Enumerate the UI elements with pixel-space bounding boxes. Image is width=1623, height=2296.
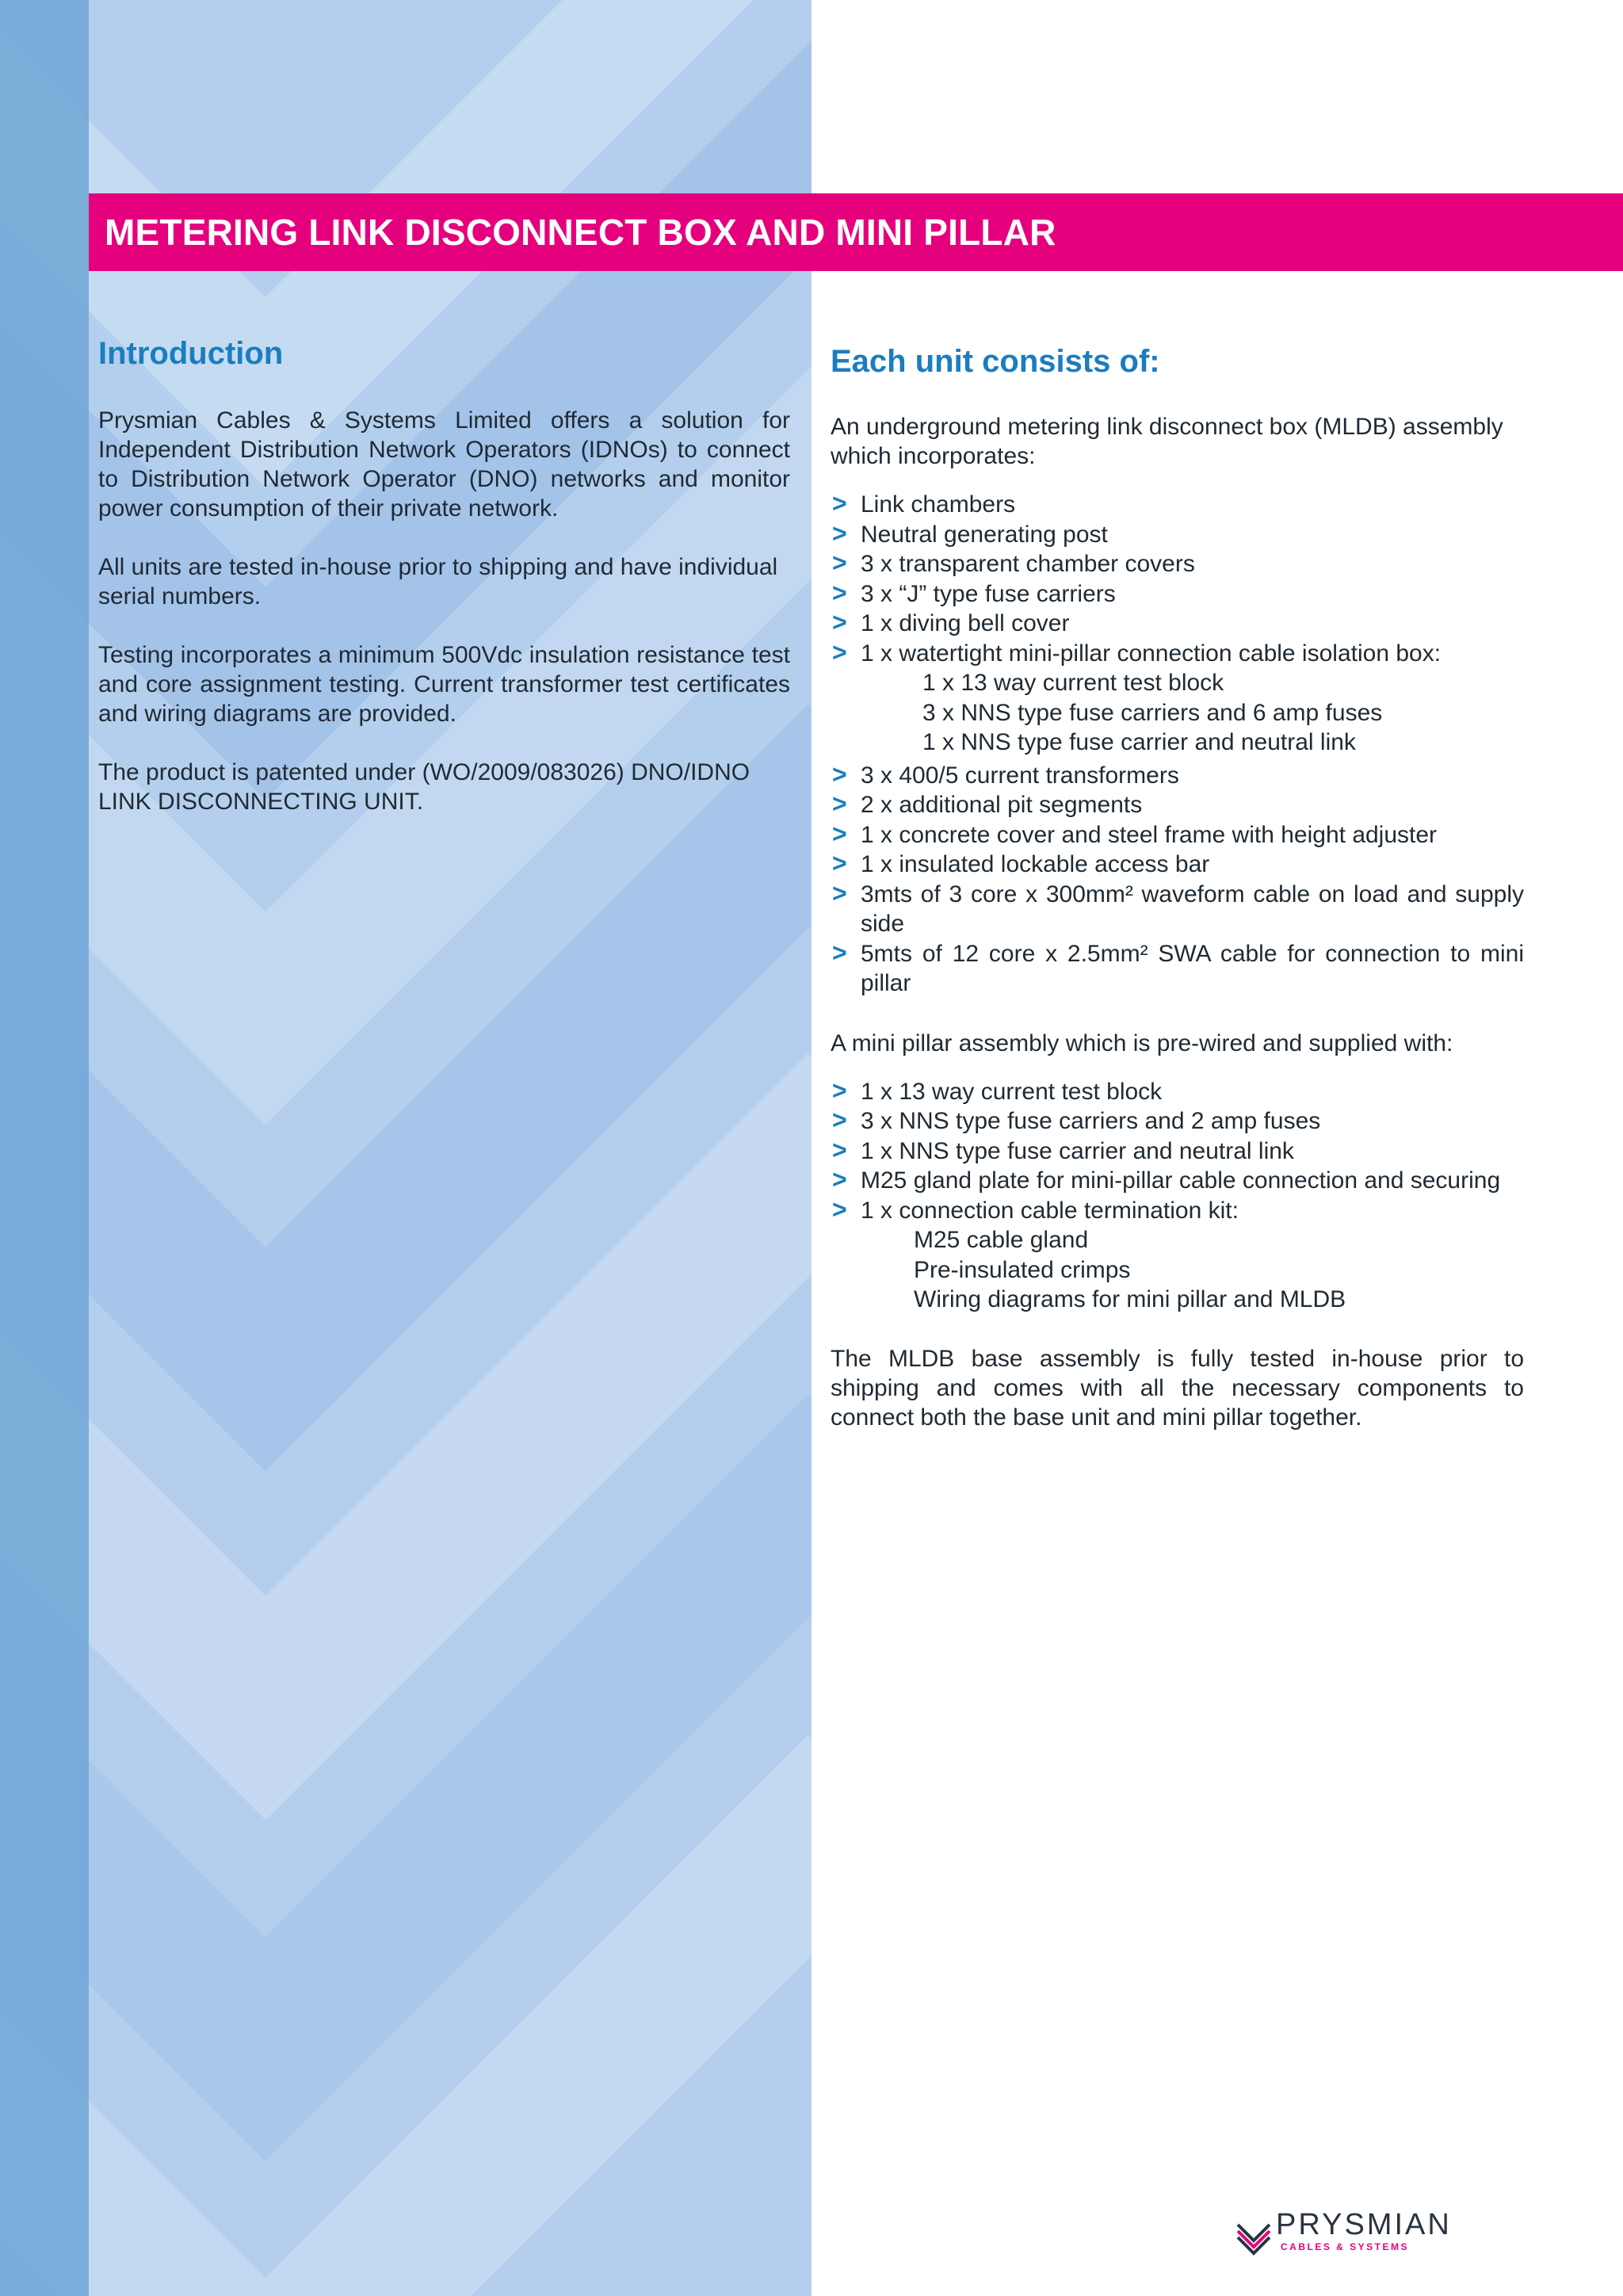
list-item: > Neutral generating post — [832, 518, 1108, 548]
sub-list-item: Pre-insulated crimps — [914, 1256, 1131, 1283]
sub-list-item: 1 x 13 way current test block — [922, 670, 1224, 696]
list-item: > 5mts of 12 core x 2.5mm² SWA cable for connection to mini pillar — [832, 938, 1524, 996]
pillar-intro: A mini pillar assembly which is pre-wired and supplied with: — [831, 1030, 1453, 1056]
chevron-right-icon: > — [832, 759, 847, 789]
list-item: > 2 x additional pit segments — [832, 789, 1143, 818]
intro-paragraph: The product is patented under (WO/2009/083026) DNO/IDNO LINK DISCONNECTING UNIT. — [98, 759, 750, 815]
chevron-right-icon: > — [832, 1194, 847, 1224]
chevron-right-icon: > — [832, 1135, 847, 1164]
logo-wordmark: PRYSMIAN — [1276, 2208, 1452, 2241]
introduction-heading: Introduction — [98, 336, 284, 371]
list-item: > M25 gland plate for mini-pillar cable connection and securing — [832, 1165, 1501, 1194]
logo-tagline: CABLES & SYSTEMS — [1281, 2241, 1410, 2252]
unit-contents-section — [831, 333, 1524, 1461]
chevron-right-icon: > — [832, 608, 847, 636]
list-item: > 1 x insulated lockable access bar — [832, 849, 1210, 877]
mldb-list-continued — [831, 761, 1524, 999]
list-item: > 1 x concrete cover and steel frame with height adjuster — [832, 819, 1438, 848]
sub-list-item: 1 x NNS type fuse carrier and neutral link — [922, 729, 1356, 755]
mldb-list — [831, 490, 1524, 668]
intro-paragraph: Prysmian Cables & Systems Limited offers a solution for Independent Distribution Network Operators (IDNOs) to connect to Distribution Network Operator (DNO) networks and monitor power consumption of their private network. — [98, 407, 790, 521]
chevron-right-icon: > — [832, 1165, 847, 1194]
intro-paragraph: Testing incorporates a minimum 500Vdc insulation resistance test and core assignment testing. Current transformer test certificates and wiring diagrams are provided. — [98, 642, 790, 727]
list-item: > 3 x “J” type fuse carriers — [832, 578, 1116, 607]
list-item: > 3 x NNS type fuse carriers and 2 amp fuses — [832, 1106, 1321, 1134]
unit-heading: Each unit consists of: — [831, 344, 1160, 379]
chevron-right-icon: > — [832, 938, 847, 967]
prysmian-logo — [1236, 2206, 1522, 2261]
chevron-right-icon: > — [832, 637, 847, 667]
intro-paragraph: All units are tested in-house prior to shipping and have individual serial numbers. — [98, 554, 778, 609]
chevron-right-icon: > — [832, 1075, 847, 1105]
list-item: > 3 x transparent chamber covers — [832, 548, 1195, 577]
list-item: > 1 x watertight mini-pillar connection cable isolation box: — [832, 637, 1442, 667]
chevron-right-icon: > — [832, 849, 847, 877]
list-item: > 1 x diving bell cover — [832, 608, 1070, 636]
pillar-list — [831, 1077, 1524, 1226]
chevron-right-icon: > — [832, 819, 847, 848]
chevron-right-icon: > — [832, 578, 847, 607]
chevron-right-icon: > — [832, 518, 847, 548]
page-title: METERING LINK DISCONNECT BOX AND MINI PILLAR — [105, 212, 1056, 253]
sub-list-item: M25 cable gland — [914, 1227, 1089, 1253]
chevron-right-icon: > — [832, 548, 847, 577]
chevron-right-icon: > — [832, 489, 847, 518]
list-item: > 1 x connection cable termination kit: — [832, 1194, 1239, 1224]
closing-paragraph: The MLDB base assembly is fully tested in-house prior to shipping and comes with all the necessary components to connect both the base unit and mini pillar together. — [831, 1345, 1524, 1431]
introduction-section — [98, 333, 790, 846]
sub-list-item: Wiring diagrams for mini pillar and MLDB — [914, 1286, 1346, 1312]
list-item: > 3mts of 3 core x 300mm² waveform cable on load and supply side — [832, 878, 1524, 937]
list-item: > Link chambers — [832, 489, 1016, 518]
list-item: > 3 x 400/5 current transformers — [832, 759, 1179, 789]
list-item: > 1 x NNS type fuse carrier and neutral link — [832, 1135, 1294, 1164]
mldb-intro: An underground metering link disconnect box (MLDB) assembly which incorporates: — [831, 414, 1503, 469]
list-item: > 1 x 13 way current test block — [832, 1075, 1163, 1105]
chevron-right-icon: > — [832, 1106, 847, 1134]
chevron-right-icon: > — [832, 878, 847, 907]
chevron-right-icon: > — [832, 789, 847, 818]
sub-list-item: 3 x NNS type fuse carriers and 6 amp fuses — [922, 699, 1383, 726]
